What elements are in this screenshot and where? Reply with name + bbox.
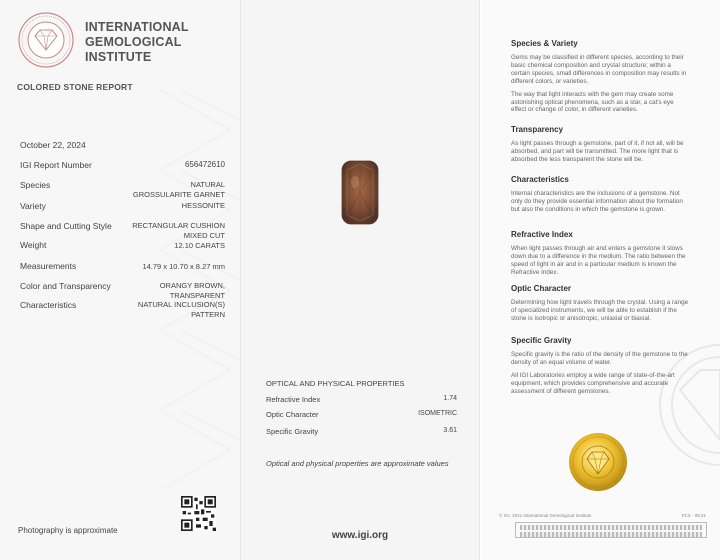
security-microtext-strip	[515, 522, 707, 538]
info-paragraph: When light passes through air and enters a gemstone it slows down due to a difference in the medium. The ratio between the speed of light in air and in a particular medium is known the Refractive Index.	[511, 245, 686, 276]
optical-value: 1.74	[443, 395, 457, 402]
org-line-1: INTERNATIONAL	[85, 20, 189, 34]
info-heading: Species & Variety	[511, 39, 578, 48]
optical-label: Specific Gravity	[266, 427, 319, 436]
optical-label: Refractive Index	[266, 395, 321, 404]
field-label: Shape and Cutting Style	[20, 221, 112, 231]
field-value: NATURAL GROSSULARITE GARNET	[132, 180, 225, 199]
info-paragraph: All IGI Laboratories employ a wide range of state-of-the-art equipment, which provides comprehensive and accurate assessment of different gemstones.	[511, 371, 675, 395]
info-section-transparency	[511, 125, 689, 169]
info-paragraph: Internal characteristics are the inclusions of a gemstone. Not only do they provide essential information about the formation but also the conditions in which the gemstone is grown.	[511, 190, 683, 213]
field-label: Weight	[20, 240, 47, 250]
field-label: IGI Report Number	[20, 160, 92, 170]
info-heading: Specific Gravity	[511, 336, 572, 345]
optical-label: Optic Character	[266, 410, 319, 419]
info-paragraph: As light passes through a gemstone, part of it, if not all, will be absorbed, and part will be transmitted. The more light that is absorbed the less transparent the stone will be.	[511, 140, 684, 163]
gemstone-image	[341, 160, 379, 225]
info-section-characteristics	[511, 175, 689, 219]
org-line-2: GEMOLOGICAL	[85, 35, 182, 49]
field-label: Color and Transparency	[20, 281, 111, 291]
field-label: Measurements	[20, 261, 77, 271]
info-heading: Optic Character	[511, 284, 572, 293]
optical-title: OPTICAL AND PHYSICAL PROPERTIES	[266, 379, 405, 388]
info-section-specific-gravity	[511, 336, 689, 401]
field-label: Characteristics	[20, 300, 77, 310]
info-heading: Characteristics	[511, 175, 569, 184]
gold-hologram-seal-icon	[568, 432, 628, 492]
middle-panel	[240, 0, 480, 560]
field-value: 12.10 CARATS	[174, 241, 225, 250]
info-section-optic-character	[511, 284, 689, 328]
info-paragraph: Gems may be classified in different species, according to their basic chemical composition and crystal structure; within a certain species, small differences in composition may results in different colors, or varieties.	[511, 54, 687, 85]
field-value: HESSONITE	[181, 201, 225, 210]
copyright-text: © IGI, 2021 International Gemological Institute	[499, 513, 592, 518]
optical-value: ISOMETRIC	[418, 410, 457, 417]
info-paragraph: The way that light interacts with the gem may create some astonishing optical phenomena, such as a star, a cat's eye effect or change of color, in different varieties.	[511, 90, 674, 114]
info-heading: Refractive Index	[511, 230, 573, 239]
qr-code-icon[interactable]	[181, 496, 216, 531]
optical-value: 3.61	[443, 427, 457, 434]
field-label: Variety	[20, 201, 46, 211]
optical-note: Optical and physical properties are approximate values	[266, 459, 449, 468]
field-value: RECTANGULAR CUSHION MIXED CUT	[132, 221, 225, 240]
field-value: 656472610	[184, 160, 225, 169]
info-paragraph: Determining how light travels through the crystal. Using a range of specialized instruments, we will be able to establish if the stone is isotropic or anisotropic, uniaxial or biaxial.	[511, 299, 689, 322]
report-date: October 22, 2024	[20, 140, 86, 150]
info-section-species	[511, 39, 689, 119]
form-code: FCS - 08.21	[681, 513, 706, 518]
org-name	[85, 20, 189, 65]
left-panel	[0, 0, 240, 560]
org-line-3: INSTITUTE	[85, 50, 152, 64]
info-heading: Transparency	[511, 125, 564, 134]
info-section-refractive-index	[511, 230, 689, 282]
field-value: NATURAL INCLUSION(S) PATTERN	[137, 300, 225, 319]
report-type: COLORED STONE REPORT	[17, 82, 133, 92]
igi-seal-icon	[18, 12, 74, 68]
field-label: Species	[20, 180, 51, 190]
field-value: 14.79 x 10.70 x 8.27 mm	[142, 262, 225, 271]
photography-note: Photography is approximate	[18, 526, 118, 535]
website-link[interactable]: www.igi.org	[331, 530, 389, 541]
field-value: ORANGY BROWN, TRANSPARENT	[159, 281, 225, 300]
info-paragraph: Specific gravity is the ratio of the density of the gemstone to the density of an equal volume of water.	[511, 351, 688, 366]
